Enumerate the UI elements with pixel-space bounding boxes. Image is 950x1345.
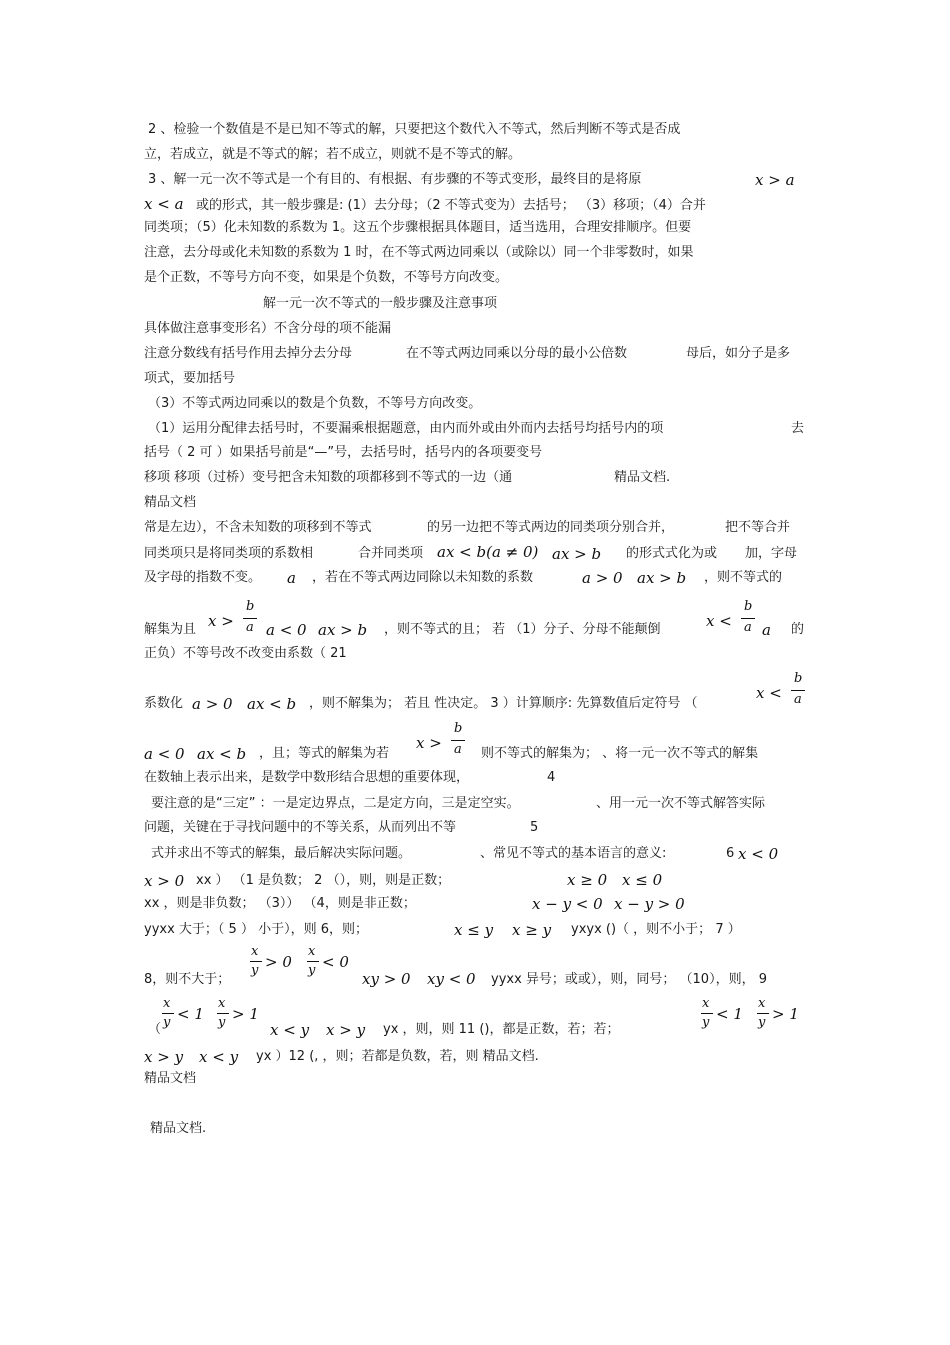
- fraction-bar: [741, 618, 755, 619]
- text-line: 注意，去分母或化未知数的系数为 1 时，在不等式两边同乘以（或除以）同一个非零数时，如果: [144, 245, 694, 260]
- math-expression: x > y: [326, 1021, 366, 1039]
- math-expression: xy > 0: [362, 970, 411, 988]
- text-line: yx ，则，则 11 ()，都是正数，若；若；: [383, 1022, 620, 1037]
- fraction-bar: [791, 690, 805, 691]
- fraction-rhs: > 1: [772, 1005, 799, 1023]
- text-line: 及字母的指数不变。: [144, 570, 262, 585]
- text-line: 立，若成立，就是不等式的解；若不成立，则就不是不等式的解。: [144, 147, 522, 162]
- text-line: 母后，如分子是多: [686, 346, 791, 361]
- text-line: 2 、检验一个数值是不是已知不等式的解，只要把这个数代入不等式，然后判断不等式是否成: [148, 122, 681, 137]
- text-line: 注意分数线有括号作用去掉分去分母: [144, 346, 353, 361]
- text-line: 同类项；（5）化未知数的系数为 1。这五个步骤根据具体题目，适当选用，合理安排顺序。但要: [144, 220, 692, 235]
- text-line: 的另一边把不等式两边的同类项分别合并，: [427, 520, 675, 535]
- fraction-rhs: < 0: [322, 953, 349, 971]
- fraction-denominator: a: [246, 620, 254, 635]
- fraction-denominator: y: [251, 963, 259, 978]
- text-line: 是个正数，不等号方向不变，如果是个负数，不等号方向改变。: [144, 270, 509, 285]
- math-expression: ax > b: [552, 545, 602, 563]
- fraction-lhs: x >: [416, 734, 442, 752]
- text-line: ，则不等式的: [704, 570, 783, 585]
- text-line: 精品文档.: [614, 470, 671, 485]
- text-line: 8，则不大于；: [144, 972, 231, 987]
- text-line: 解集为且: [144, 622, 197, 637]
- fraction-rhs: > 1: [232, 1005, 259, 1023]
- text-line: 解一元一次不等式的一般步骤及注意事项: [263, 296, 498, 311]
- text-line: （1）运用分配律去括号时，不要漏乘根据题意，由内而外或由外而内去括号均括号内的项: [148, 421, 664, 436]
- fraction-bar: [217, 1013, 229, 1014]
- math-expression: a < 0: [266, 621, 307, 639]
- math-expression: x ≥ y: [512, 921, 552, 939]
- text-line: 去: [791, 421, 805, 436]
- text-line: yyxx 异号；或或），则，同号； （10），则， 9: [491, 972, 767, 987]
- text-line: 具体做注意事变形名）不含分母的项不能漏: [144, 321, 392, 336]
- fraction-rhs: < 1: [716, 1005, 743, 1023]
- text-line: 括号（ 2 可 ）如果括号前是“—”号，去括号时，括号内的各项要变号: [144, 445, 543, 460]
- text-line: 把不等合并: [725, 520, 791, 535]
- fraction-numerator: b: [454, 721, 463, 736]
- math-expression: x > y: [144, 1048, 184, 1066]
- fraction-denominator: a: [454, 742, 462, 757]
- fraction-lhs: x <: [756, 684, 782, 702]
- text-line: 3 、解一元一次不等式是一个有目的、有根据、有步骤的不等式变形，最终目的是将原: [148, 172, 642, 187]
- fraction-inequality: [704, 598, 760, 640]
- math-expression: ax < b(a ≠ 0): [437, 543, 539, 561]
- text-line: ，则不解集为； 若且 性决定。 3 ）计算顺序: 先算数值后定符号 （: [309, 696, 698, 711]
- text-line: 、常见不等式的基本语言的意义:: [480, 846, 667, 861]
- fraction-lhs: x >: [208, 612, 234, 630]
- text-line: yyxx 大于；（ 5 ） 小于），则 6，则；: [144, 922, 368, 937]
- text-line: 同类项只是将同类项的系数相: [144, 546, 314, 561]
- fraction-inequality: [214, 996, 264, 1036]
- fraction-bar: [243, 618, 257, 619]
- fraction-numerator: b: [744, 599, 753, 614]
- text-line: xx ） （1 是负数； 2 （），则，则是正数；: [196, 873, 451, 888]
- fraction-inequality: [304, 944, 354, 984]
- fraction-bar: [701, 1013, 713, 1014]
- fraction-numerator: b: [794, 671, 803, 686]
- math-expression: ax > b: [318, 621, 368, 639]
- text-line: （: [148, 1022, 162, 1037]
- text-line: 常是左边），不含未知数的项移到不等式: [144, 520, 372, 535]
- text-line: 或的形式，其一般步骤是: (1）去分母；（2 不等式变为）去括号； （3）移项；（4）合并: [196, 198, 706, 213]
- fraction-numerator: x: [758, 996, 766, 1011]
- fraction-bar: [250, 961, 262, 962]
- fraction-numerator: x: [702, 996, 710, 1011]
- fraction-denominator: a: [794, 692, 802, 707]
- math-expression: ax > b: [637, 569, 687, 587]
- fraction-inequality: [754, 670, 810, 712]
- math-expression: a: [287, 569, 296, 587]
- fraction-bar: [451, 740, 465, 741]
- math-expression: x ≤ 0: [622, 871, 663, 889]
- math-expression: x < y: [270, 1021, 310, 1039]
- text-line: yxyx ()（ ，则不小于； 7 ）: [571, 922, 741, 937]
- text-line: yx ）12 (, ，则；若都是负数，若，则 精品文档.: [256, 1049, 539, 1064]
- text-line: 系数化: [144, 696, 184, 711]
- text-line: 5: [530, 820, 539, 835]
- fraction-inequality: [159, 996, 209, 1036]
- math-expression: x ≥ 0: [567, 871, 608, 889]
- fraction-rhs: < 1: [177, 1005, 204, 1023]
- math-expression: x < a: [144, 195, 184, 213]
- math-expression: x > a: [755, 171, 795, 189]
- math-expression: x > 0: [144, 872, 185, 890]
- text-line: 的形式式化为或: [626, 546, 718, 561]
- fraction-denominator: a: [744, 620, 752, 635]
- text-line: ，则不等式的且； 若 （1）分子、分母不能颠倒: [384, 622, 661, 637]
- fraction-inequality: [206, 598, 262, 640]
- fraction-denominator: y: [308, 963, 316, 978]
- text-line: 问题，关键在于寻找问题中的不等关系，从而列出不等: [144, 820, 457, 835]
- fraction-denominator: y: [702, 1015, 710, 1030]
- math-expression: a < 0: [144, 745, 185, 763]
- fraction-denominator: y: [163, 1015, 171, 1030]
- math-expression: x < 0: [738, 845, 779, 863]
- text-line: 在不等式两边同乘以分母的最小公倍数: [406, 346, 628, 361]
- text-line: ，且；等式的解集为若: [259, 746, 390, 761]
- text-line: 式并求出不等式的解集，最后解决实际问题。: [151, 846, 412, 861]
- fraction-numerator: b: [246, 599, 255, 614]
- fraction-lhs: x <: [706, 612, 732, 630]
- text-line: 加，字母: [745, 546, 798, 561]
- fraction-denominator: y: [758, 1015, 766, 1030]
- fraction-numerator: x: [308, 944, 316, 959]
- text-line: （3）不等式两边同乘以的数是个负数，不等号方向改变。: [148, 396, 482, 411]
- math-expression: x < y: [199, 1048, 239, 1066]
- fraction-inequality: [414, 720, 470, 762]
- text-line: 6: [726, 846, 735, 861]
- text-line: 要注意的是“三定” ：一是定边界点，二是定方向，三是定空实。: [151, 796, 520, 811]
- fraction-denominator: y: [218, 1015, 226, 1030]
- fraction-numerator: x: [218, 996, 226, 1011]
- math-expression: a > 0: [192, 695, 233, 713]
- text-line: xx ，则是非负数； （3）） （4，则是非正数；: [144, 896, 416, 911]
- math-expression: x − y < 0: [532, 895, 603, 913]
- fraction-inequality: [754, 996, 804, 1036]
- text-line: 的: [791, 622, 805, 637]
- math-expression: ax < b: [197, 745, 247, 763]
- text-line: 移项 移项（过桥）变号把含未知数的项都移到不等式的一边（通: [144, 470, 513, 485]
- fraction-bar: [757, 1013, 769, 1014]
- text-line: 则不等式的解集为； 、将一元一次不等式的解集: [481, 746, 759, 761]
- fraction-numerator: x: [163, 996, 171, 1011]
- fraction-bar: [162, 1013, 174, 1014]
- text-line: ，若在不等式两边同除以未知数的系数: [312, 570, 534, 585]
- fraction-numerator: x: [251, 944, 259, 959]
- text-line: 在数轴上表示出来，是数学中数形结合思想的重要体现，: [144, 770, 470, 785]
- math-expression: a: [762, 621, 771, 639]
- fraction-inequality: [698, 996, 748, 1036]
- fraction-inequality: [247, 944, 297, 984]
- text-line: 精品文档: [144, 495, 197, 510]
- fraction-bar: [307, 961, 319, 962]
- text-line: 、用一元一次不等式解答实际: [596, 796, 766, 811]
- text-line: 精品文档.: [150, 1121, 207, 1136]
- math-expression: ax < b: [247, 695, 297, 713]
- math-expression: a > 0: [582, 569, 623, 587]
- text-line: 正负）不等号改不改变由系数（ 21: [144, 646, 347, 661]
- math-expression: xy < 0: [427, 970, 476, 988]
- fraction-rhs: > 0: [265, 953, 292, 971]
- math-expression: x ≤ y: [454, 921, 494, 939]
- text-line: 精品文档: [144, 1071, 197, 1086]
- text-line: 项式，要加括号: [144, 371, 236, 386]
- text-line: 4: [547, 770, 556, 785]
- math-expression: x − y > 0: [614, 895, 685, 913]
- text-line: 合并同类项: [358, 546, 424, 561]
